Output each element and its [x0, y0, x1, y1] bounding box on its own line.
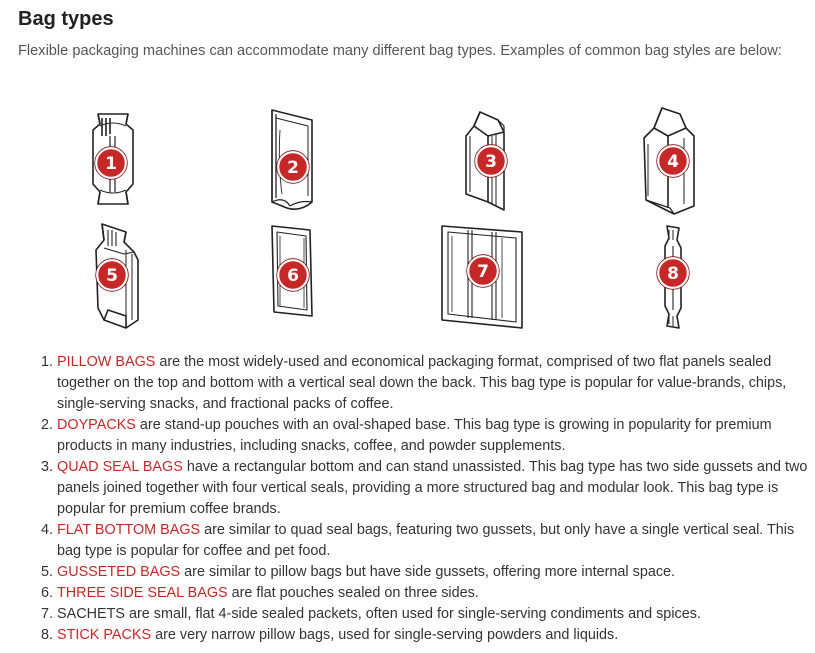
intro-text: Flexible packaging machines can accommodate many different bag types. Examples of common bag styles are below: [18, 43, 782, 59]
quad-seal-bag-illustration [460, 106, 520, 216]
badge-number: 7 [477, 262, 489, 282]
list-item-description: are stand-up pouches with an oval-shaped base. This bag type is growing in popularity for premium products in many industries, including snacks, coffee, and powder supplements. [57, 417, 772, 454]
list-item-number: 6. [41, 585, 54, 601]
list-item-description: are very narrow pillow bags, used for single-serving powders and liquids. [151, 627, 619, 643]
badge-8 [656, 256, 690, 290]
list-item-number: 3. [41, 459, 54, 475]
badge-1 [94, 146, 128, 180]
flat-bottom-bag-illustration [640, 104, 700, 216]
list-item [41, 562, 815, 583]
list-item-description: are the most widely-used and economical packaging format, comprised of two flat panels sealed together on the top and bottom with a vertical seal down the back. This bag type is popular for value-brands, chips, single-serving snacks, and fractional packs of coffee. [57, 354, 787, 412]
badge-number: 8 [667, 264, 679, 284]
badge-2 [276, 150, 310, 184]
gusseted-bags-link[interactable]: GUSSETED BAGS [57, 564, 181, 580]
badge-5 [95, 258, 129, 292]
list-item [41, 457, 815, 520]
pillow-bag-illustration [88, 106, 138, 210]
page-title: Bag types [18, 8, 114, 30]
list-item-number: 7. [41, 606, 54, 622]
badge-number: 1 [105, 154, 117, 174]
list-item-description: are similar to quad seal bags, featuring two gussets, but only have a single vertical seal. This bag type is popular for coffee and pet food. [57, 522, 795, 559]
stick-packs-link[interactable]: STICK PACKS [57, 627, 152, 643]
list-item-description: are flat pouches sealed on three sides. [227, 585, 479, 601]
list-item [41, 415, 815, 457]
doypack-illustration [268, 106, 318, 216]
sachets-label: SACHETS [57, 606, 125, 622]
pillow-bags-link[interactable]: PILLOW BAGS [57, 354, 156, 370]
list-item-number: 1. [41, 354, 54, 370]
list-item-description: have a rectangular bottom and can stand unassisted. This bag type has two side gussets and two panels joined together with four vertical seals, providing a more structured bag and modular look. This bag type is popular for premium coffee brands. [57, 459, 808, 517]
list-item [41, 352, 815, 415]
list-item-number: 8. [41, 627, 54, 643]
list-item [41, 604, 815, 625]
badge-3 [474, 144, 508, 178]
flat-bottom-bags-link[interactable]: FLAT BOTTOM BAGS [57, 522, 201, 538]
three-side-seal-bags-link[interactable]: THREE SIDE SEAL BAGS [57, 585, 228, 601]
doypacks-link[interactable]: DOYPACKS [57, 417, 136, 433]
badge-6 [276, 258, 310, 292]
list-item-number: 2. [41, 417, 54, 433]
sachet-illustration [440, 224, 524, 330]
badge-4 [656, 144, 690, 178]
badge-number: 6 [287, 266, 299, 286]
badge-number: 5 [106, 266, 118, 286]
badge-number: 3 [485, 152, 497, 172]
gusseted-bag-illustration [90, 220, 150, 330]
bag-types-list [41, 352, 815, 646]
list-item-description: are similar to pillow bags but have side gussets, offering more internal space. [180, 564, 676, 580]
list-item [41, 583, 815, 604]
three-side-seal-bag-illustration [268, 224, 318, 324]
list-item-number: 5. [41, 564, 54, 580]
badge-number: 4 [667, 152, 679, 172]
list-item [41, 520, 815, 562]
badge-7 [466, 254, 500, 288]
bag-illustrations [0, 100, 815, 340]
badge-number: 2 [287, 158, 299, 178]
quad-seal-bags-link[interactable]: QUAD SEAL BAGS [57, 459, 183, 475]
list-item [41, 625, 815, 646]
list-item-number: 4. [41, 522, 54, 538]
list-item-description: are small, flat 4-side sealed packets, often used for single-serving condiments and spices. [124, 606, 701, 622]
stick-pack-illustration [658, 224, 688, 332]
